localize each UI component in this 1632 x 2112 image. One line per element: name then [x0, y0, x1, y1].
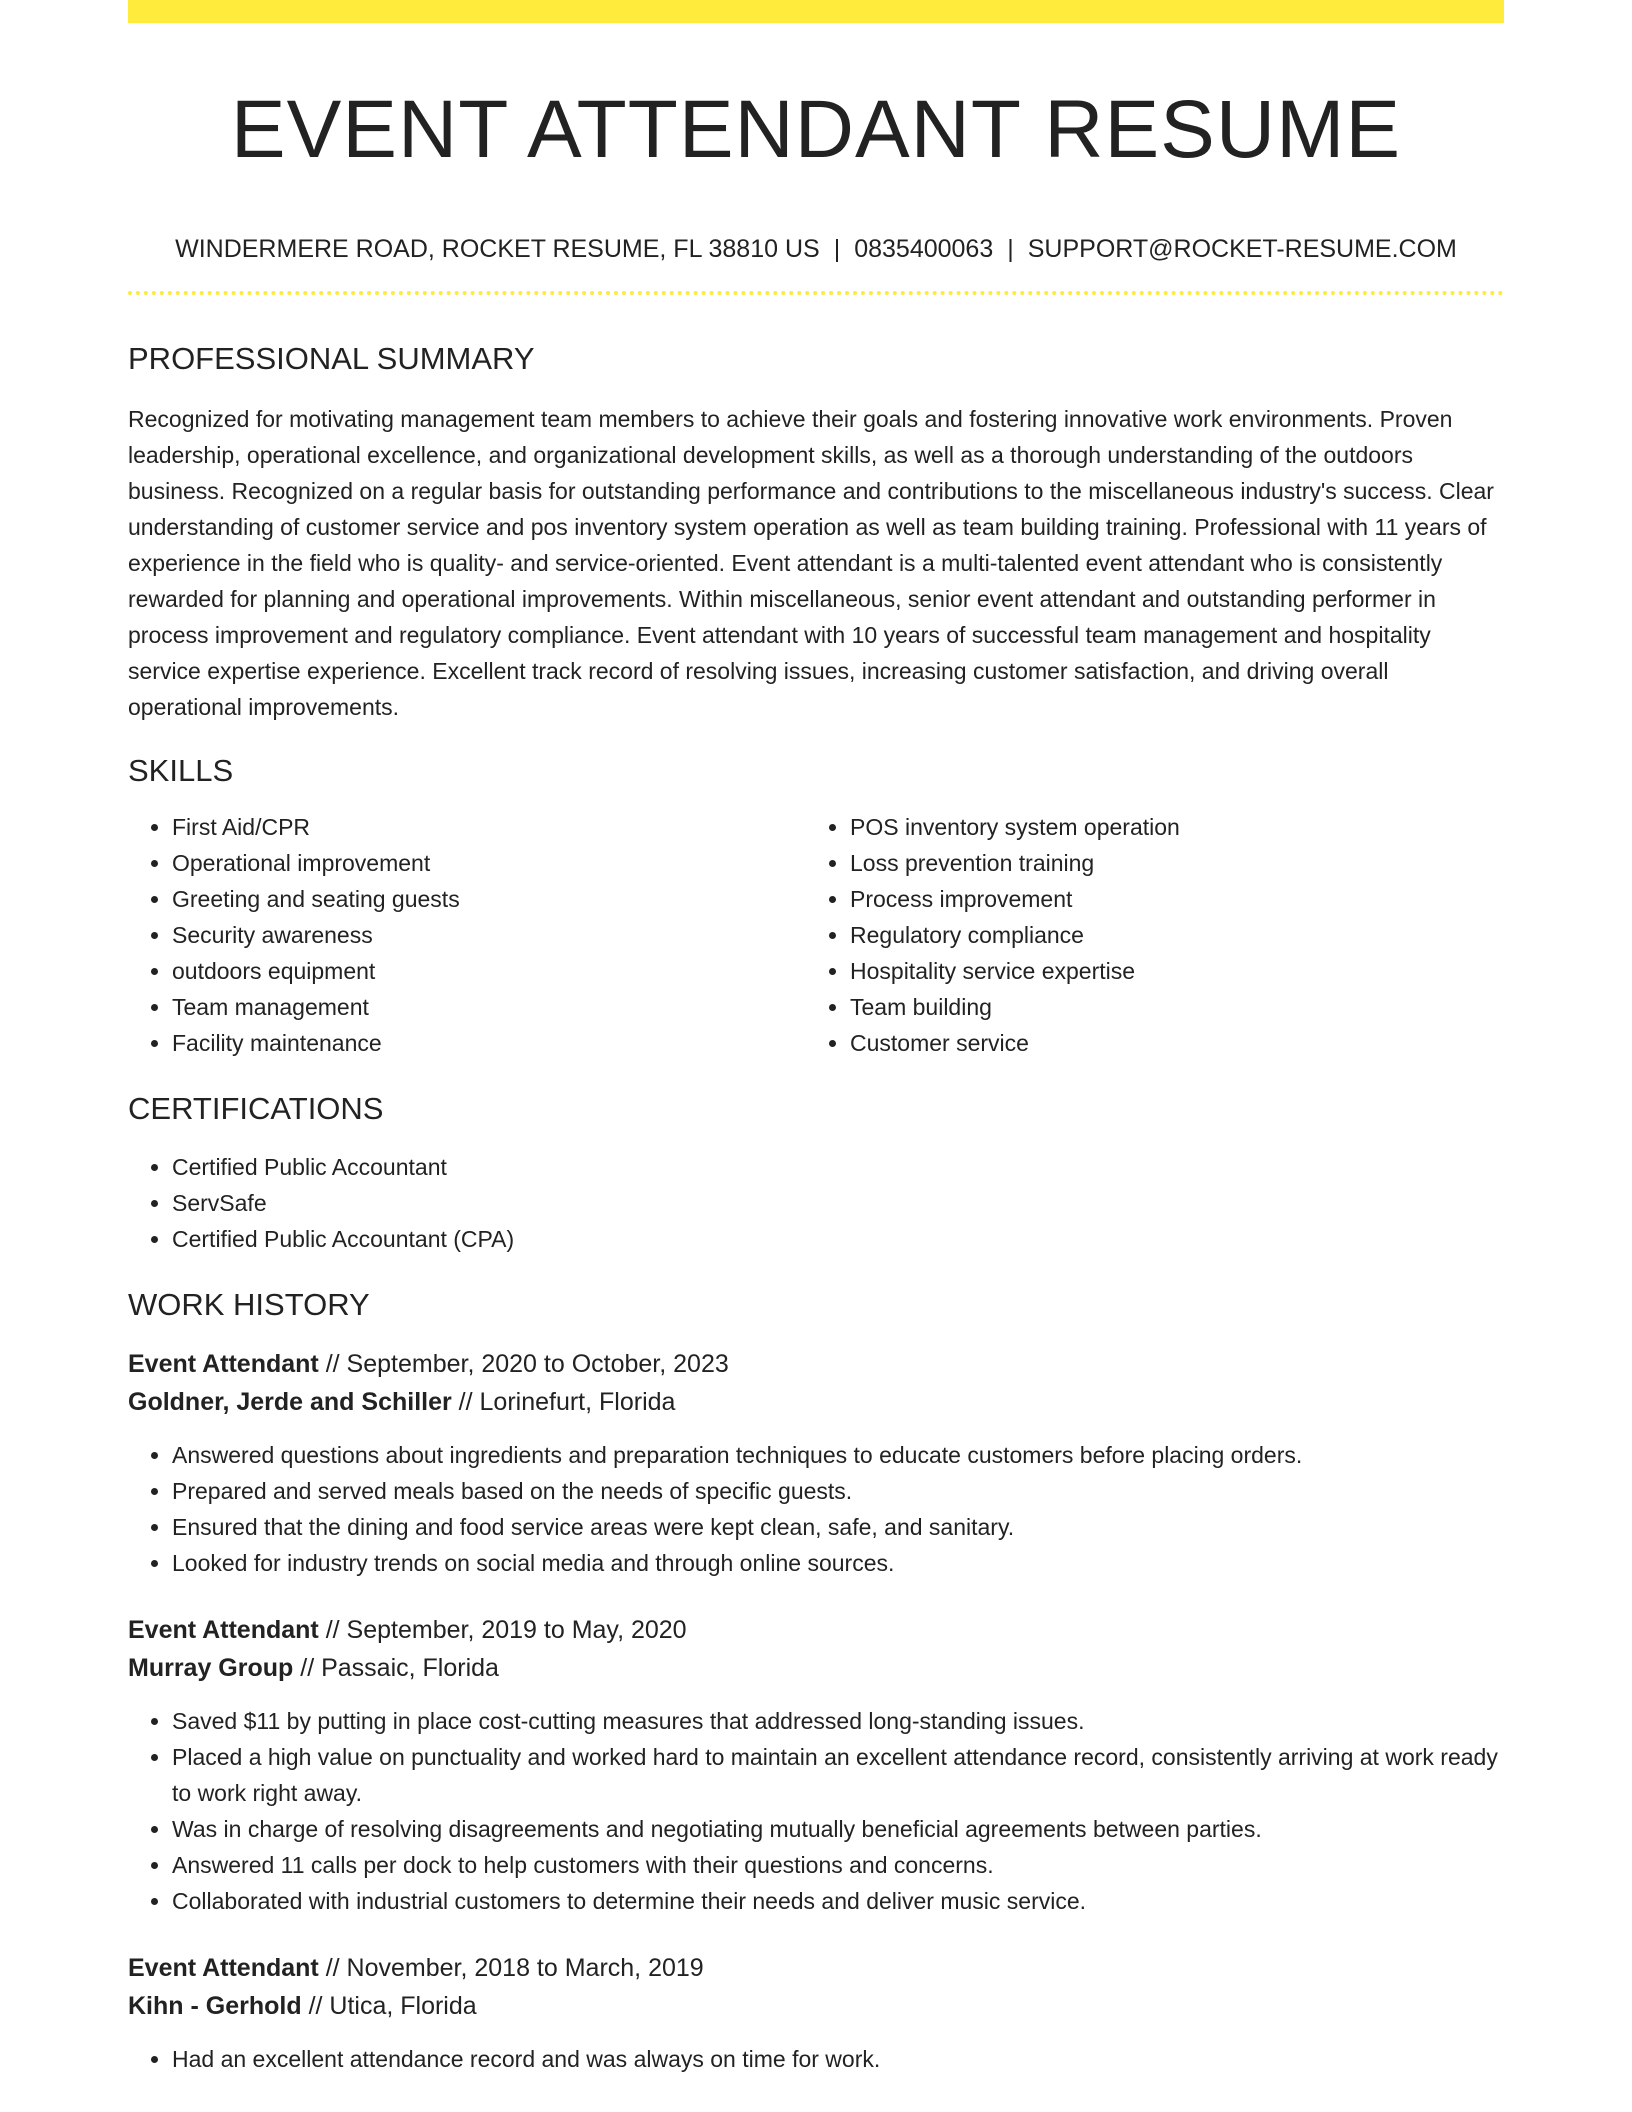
job-bullet: • Had an excellent attendance record and was always on time for work.: [172, 2041, 1504, 2077]
job-title: Event Attendant: [128, 1616, 319, 1644]
job-company: Goldner, Jerde and Schiller: [128, 1388, 452, 1416]
certification-item: • Certified Public Accountant (CPA): [172, 1221, 1504, 1257]
certifications-list: [128, 1149, 1504, 1257]
skill-item: • Hospitality service expertise: [850, 953, 1484, 989]
job-company-line: [128, 1987, 1504, 2025]
job-title: Event Attendant: [128, 1954, 319, 1982]
contact-email: SUPPORT@ROCKET-RESUME.COM: [1027, 235, 1457, 263]
contact-address: WINDERMERE ROAD, ROCKET RESUME, FL 38810 US: [175, 235, 820, 263]
skill-item: • Process improvement: [850, 881, 1484, 917]
certification-item: • Certified Public Accountant: [172, 1149, 1504, 1185]
skills-column-right: [806, 809, 1484, 1061]
skill-item: • Facility maintenance: [172, 1025, 806, 1061]
job-bullet: • Answered 11 calls per dock to help customers with their questions and concerns.: [172, 1847, 1504, 1883]
job-location: // Lorinefurt, Florida: [458, 1388, 676, 1416]
skills-list-left: [128, 809, 806, 1061]
certification-item: • ServSafe: [172, 1185, 1504, 1221]
skill-item: • Operational improvement: [172, 845, 806, 881]
skill-item: • Greeting and seating guests: [172, 881, 806, 917]
job-title-line: [128, 1611, 1504, 1649]
skills-list-right: [806, 809, 1484, 1061]
skills-grid: [128, 809, 1504, 1061]
skill-item: • First Aid/CPR: [172, 809, 806, 845]
skill-item: • Regulatory compliance: [850, 917, 1484, 953]
job-title-line: [128, 1949, 1504, 1987]
job-dates: // September, 2020 to October, 2023: [325, 1350, 729, 1378]
skill-item: • POS inventory system operation: [850, 809, 1484, 845]
job-bullet: • Ensured that the dining and food service areas were kept clean, safe, and sanitary.: [172, 1509, 1504, 1545]
job-entry: [128, 1949, 1504, 2077]
skill-item: • Team building: [850, 989, 1484, 1025]
job-company-line: [128, 1383, 1504, 1421]
job-bullet: • Looked for industry trends on social media and through online sources.: [172, 1545, 1504, 1581]
job-dates: // November, 2018 to March, 2019: [325, 1954, 704, 1982]
skills-heading: SKILLS: [128, 753, 234, 788]
skill-item: • outdoors equipment: [172, 953, 806, 989]
summary-text: Recognized for motivating management team members to achieve their goals and fostering innovative work environments. Proven leadership, operational excellence, and organizational development skills, as well as a thorough understanding of the outdoors business. Recognized on a regular basis for outstanding performance and contributions to the miscellaneous industry's success. Clear understanding of customer service and pos inventory system operation as well as team building training. Professional with 11 years of experience in the field who is quality- and service-oriented. Event attendant is a multi-talented event attendant who is consistently rewarded for planning and operational improvements. Within miscellaneous, senior event attendant and outstanding performer in process improvement and regulatory compliance. Event attendant with 10 years of successful team management and hospitality service expertise experience. Excellent track record of resolving issues, increasing customer satisfaction, and driving overall operational improvements.: [128, 406, 1494, 720]
job-company: Murray Group: [128, 1654, 294, 1682]
summary-heading: PROFESSIONAL SUMMARY: [128, 341, 535, 376]
job-bullet: • Answered questions about ingredients and preparation techniques to educate customers before placing orders.: [172, 1437, 1504, 1473]
job-location: // Passaic, Florida: [300, 1654, 499, 1682]
job-bullets: [128, 1437, 1504, 1581]
job-title-line: [128, 1345, 1504, 1383]
job-title: Event Attendant: [128, 1350, 319, 1378]
job-company: Kihn - Gerhold: [128, 1992, 302, 2020]
job-bullet: • Placed a high value on punctuality and worked hard to maintain an excellent attendance record, consistently arriving at work ready to work right away.: [172, 1739, 1504, 1811]
skill-item: • Customer service: [850, 1025, 1484, 1061]
job-entry: [128, 1611, 1504, 1919]
contact-separator: |: [1007, 235, 1014, 263]
resume-title: EVENT ATTENDANT RESUME: [230, 84, 1402, 175]
skill-item: • Loss prevention training: [850, 845, 1484, 881]
resume-content: [128, 0, 1504, 2077]
contact-phone: 0835400063: [854, 235, 994, 263]
job-location: // Utica, Florida: [308, 1992, 477, 2020]
contact-separator: |: [833, 235, 841, 263]
skill-item: • Security awareness: [172, 917, 806, 953]
contact-line: [128, 234, 1504, 264]
job-bullet: • Collaborated with industrial customers to determine their needs and deliver music service.: [172, 1883, 1504, 1919]
certifications-heading: CERTIFICATIONS: [128, 1091, 384, 1126]
skill-item: • Team management: [172, 989, 806, 1025]
job-bullets: [128, 2041, 1504, 2077]
job-entry: [128, 1345, 1504, 1581]
work-history-heading: WORK HISTORY: [128, 1287, 370, 1322]
job-bullet: • Was in charge of resolving disagreements and negotiating mutually beneficial agreements between parties.: [172, 1811, 1504, 1847]
dotted-divider: [128, 291, 1504, 295]
job-dates: // September, 2019 to May, 2020: [325, 1616, 687, 1644]
skills-column-left: [128, 809, 806, 1061]
job-bullet: • Prepared and served meals based on the needs of specific guests.: [172, 1473, 1504, 1509]
job-bullets: [128, 1703, 1504, 1919]
job-bullet: • Saved $11 by putting in place cost-cutting measures that addressed long-standing issues.: [172, 1703, 1504, 1739]
job-company-line: [128, 1649, 1504, 1687]
